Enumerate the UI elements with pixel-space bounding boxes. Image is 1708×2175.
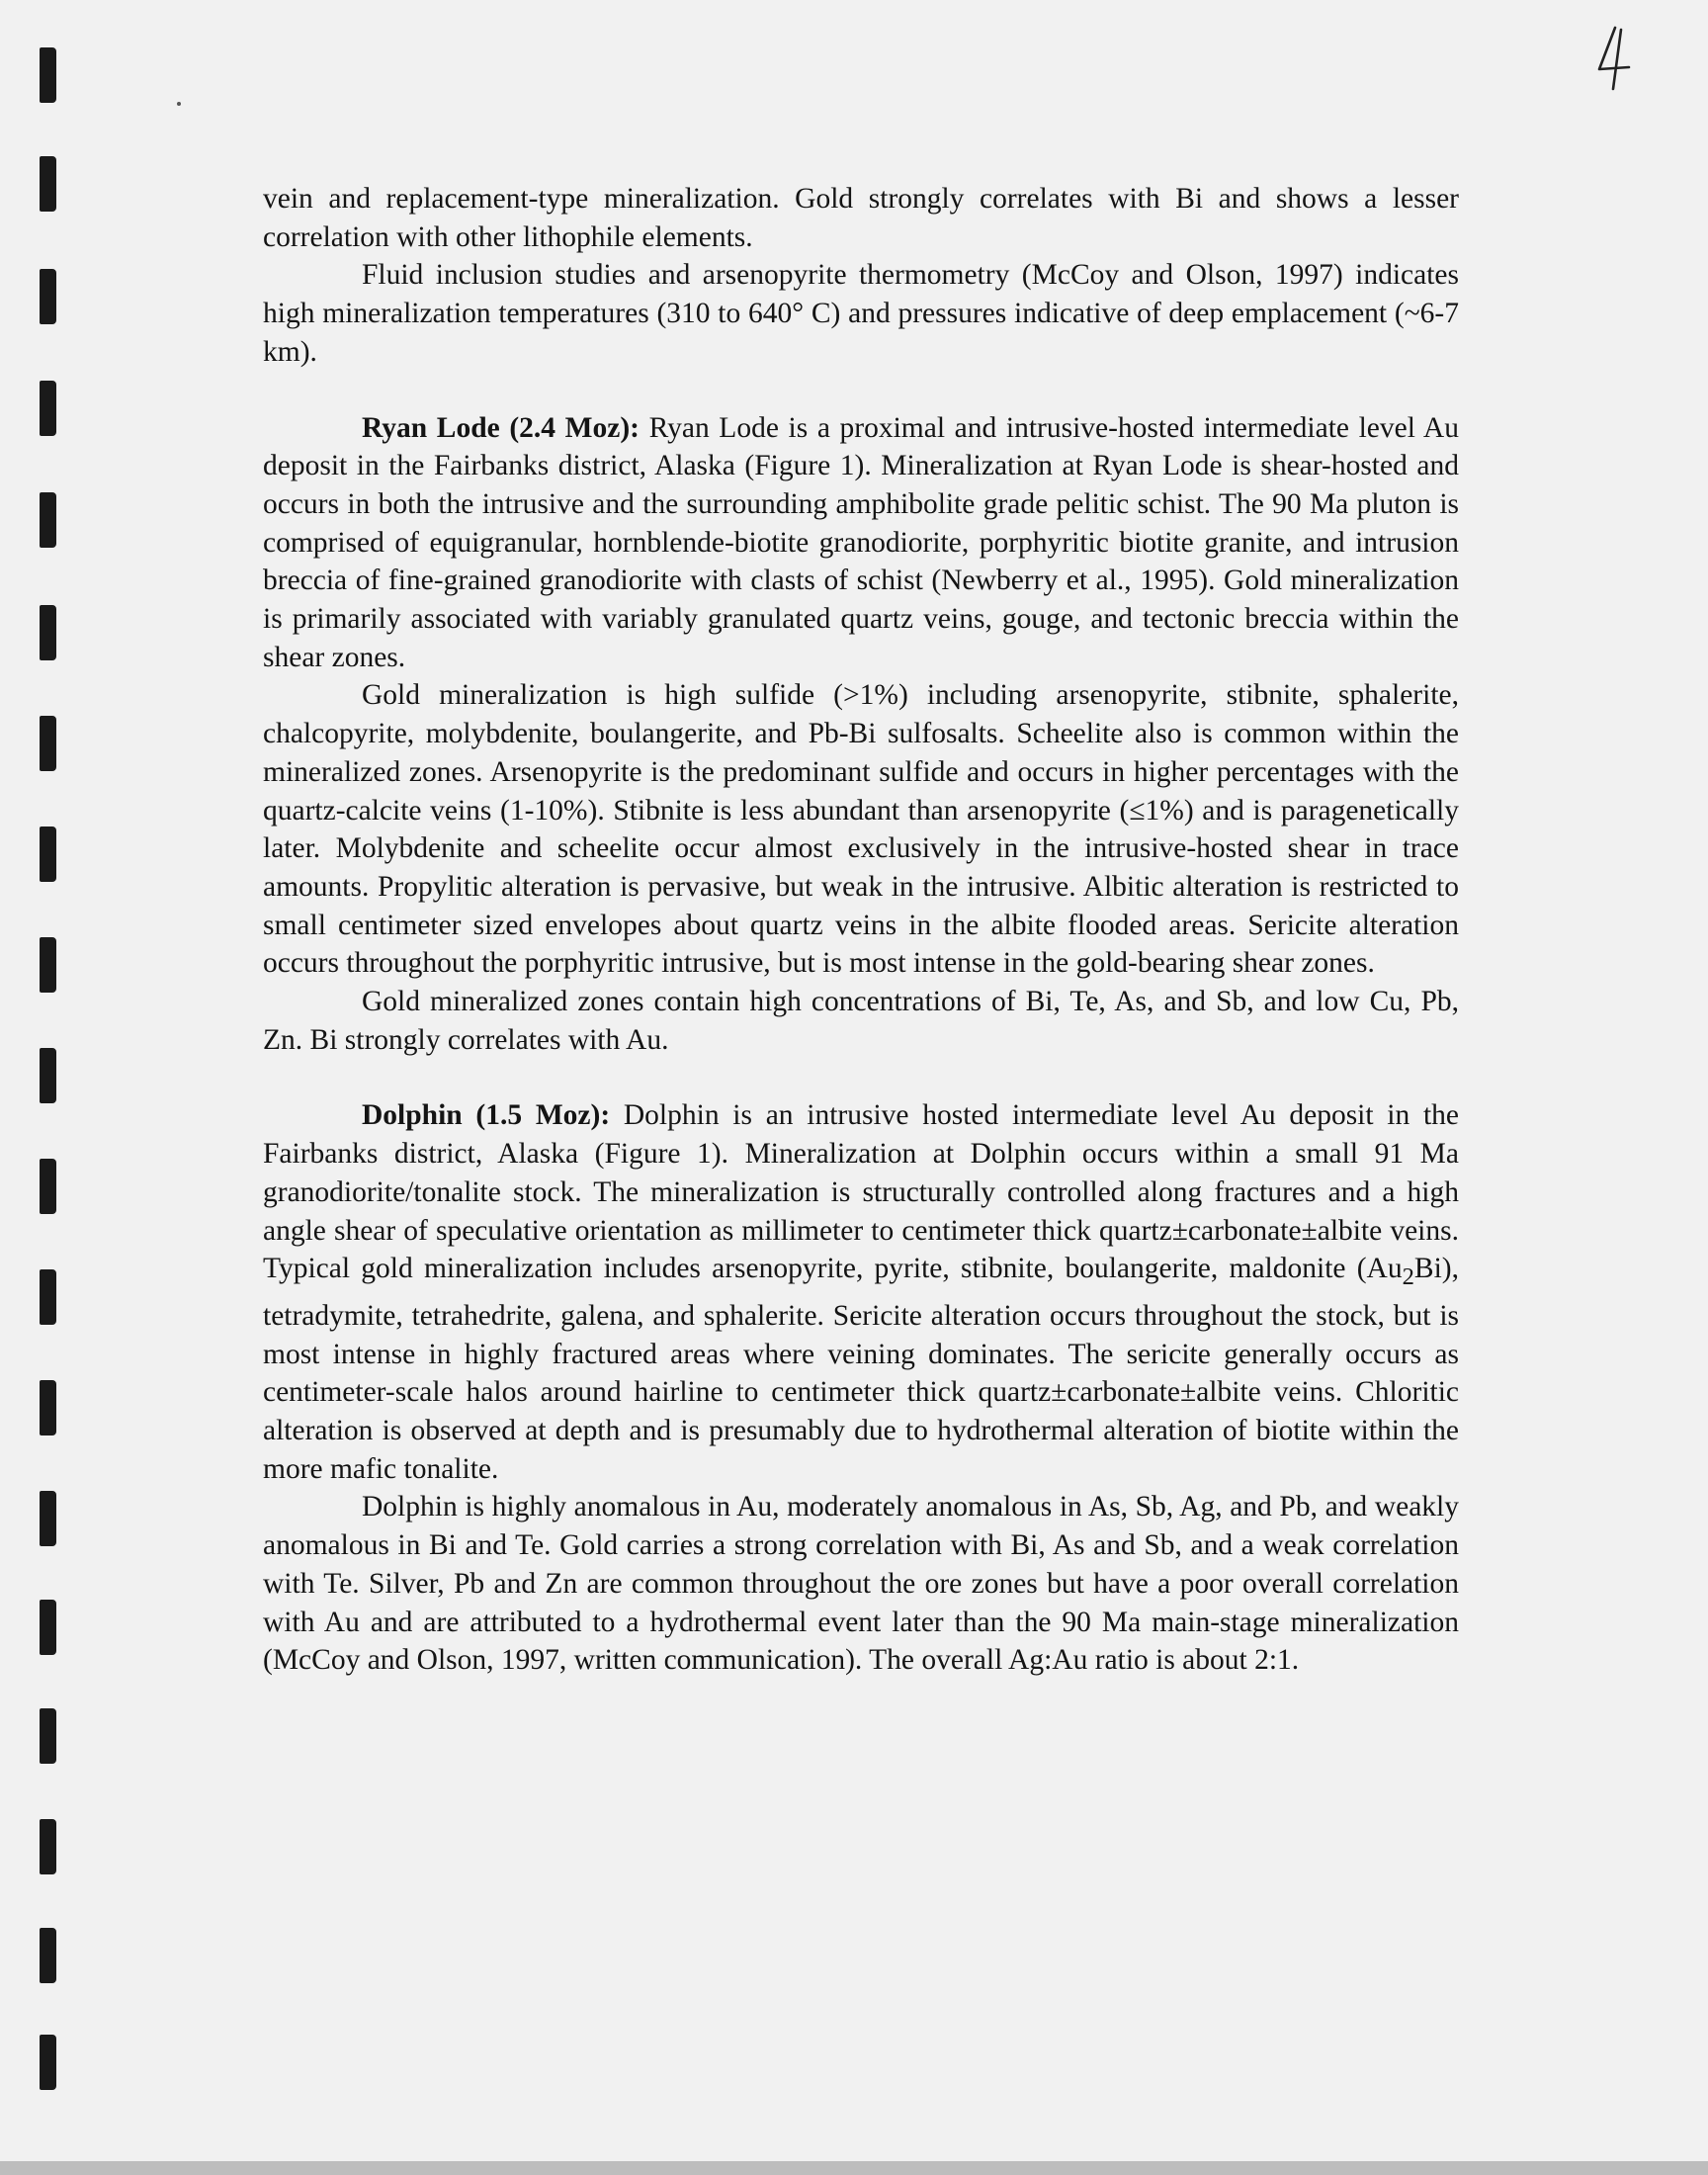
dolphin-text-a: Dolphin is an intrusive hosted intermediate level Au deposit in the Fairbanks district, Alaska (Figure 1). Mineralization at Dolphin occurs within a small 91 Ma granodiorite/tonalite stock. The mineralization is structurally controlled along fractures and a high angle shear of speculative orientation as millimeter to centimeter thick quartz±carbonate±albite veins. Typical gold mineralization includes arsenopyrite, pyrite, stibnite, boulangerite, maldonite (Au bbox=[263, 1099, 1459, 1285]
binder-hole bbox=[40, 1269, 56, 1325]
document-body bbox=[263, 180, 1459, 1680]
paragraph-ryan-sulfide: Gold mineralization is high sulfide (>1%) including arsenopyrite, stibnite, sphalerite, chalcopyrite, molybdenite, boulangerite, and Pb-Bi sulfosalts. Scheelite also is common within the mineralized zones. Arsenopyrite is the predominant sulfide and occurs in higher percentages with the quartz-calcite veins (1-10%). Stibnite is less abundant than arsenopyrite (≤1%) and is paragenetically later. Molybdenite and scheelite occur almost exclusively in the intrusive-hosted shear in trace amounts. Propylitic alteration is pervasive, but weak in the intrusive. Albitic alteration is restricted to small centimeter sized envelopes about quartz veins in the albite flooded areas. Sericite alteration occurs throughout the porphyritic intrusive, but is most intense in the gold-bearing shear zones. bbox=[263, 679, 1459, 980]
paragraph-dolphin-geochem: Dolphin is highly anomalous in Au, moderately anomalous in As, Sb, Ag, and Pb, and weakly anomalous in Bi and Te. Gold carries a strong correlation with Bi, As and Sb, and a weak correlation with Te. Silver, Pb and Zn are common throughout the ore zones but have a poor overall correlation with Au and are attributed to a hydrothermal event later than the 90 Ma main-stage mineralization (McCoy and Olson, 1997, written communication). The overall Ag:Au ratio is about 2:1. bbox=[263, 1491, 1459, 1677]
binder-hole bbox=[40, 826, 56, 882]
binder-hole bbox=[40, 605, 56, 660]
binder-hole bbox=[40, 1048, 56, 1103]
paragraph-ryan-geochem: Gold mineralized zones contain high concentrations of Bi, Te, As, and Sb, and low Cu, Pb, Zn. Bi strongly correlates with Au. bbox=[263, 986, 1459, 1056]
ryan-lode-text: Ryan Lode is a proximal and intrusive-hosted intermediate level Au deposit in the Fairbanks district, Alaska (Figure 1). Mineralization at Ryan Lode is shear-hosted and occurs in both the intrusive and the surrounding amphibolite grade pelitic schist. The 90 Ma pluton is comprised of equigranular, hornblende-biotite granodiorite, porphyritic biotite granite, and intrusion breccia of fine-grained granodiorite with clasts of schist (Newberry et al., 1995). Gold mineralization is primarily associated with variably granulated quartz veins, gouge, and tectonic breccia within the shear zones. bbox=[263, 411, 1459, 673]
binder-hole bbox=[40, 381, 56, 436]
binder-hole bbox=[40, 1708, 56, 1764]
binder-hole bbox=[40, 47, 56, 103]
paragraph-vein-replacement: vein and replacement-type mineralization. Gold strongly correlates with Bi and shows a lesser correlation with other lithophile elements. bbox=[263, 183, 1459, 253]
subscript: 2 bbox=[1402, 1263, 1414, 1291]
binder-hole bbox=[40, 2035, 56, 2090]
dolphin-text-b: Bi), tetradymite, tetrahedrite, galena, and sphalerite. Sericite alteration occurs throughout the stock, but is most intense in highly fractured areas where veining dominates. The sericite generally occurs as centimeter-scale halos around hairline to centimeter thick quartz±carbonate±albite veins. Chloritic alteration is observed at depth and is presumably due to hydrothermal alteration of biotite within the more mafic tonalite. bbox=[263, 1253, 1459, 1485]
binder-hole bbox=[40, 716, 56, 771]
scan-speck bbox=[177, 102, 181, 106]
binder-hole bbox=[40, 1159, 56, 1214]
binder-hole bbox=[40, 1928, 56, 1983]
binder-hole bbox=[40, 937, 56, 993]
paragraph-dolphin bbox=[263, 1096, 1459, 1488]
section-heading-dolphin: Dolphin (1.5 Moz): bbox=[362, 1099, 611, 1132]
page-bottom-edge bbox=[0, 2161, 1708, 2175]
section-heading-ryan-lode: Ryan Lode (2.4 Moz): bbox=[362, 411, 640, 444]
binder-hole bbox=[40, 1819, 56, 1874]
paragraph-ryan-lode bbox=[263, 409, 1459, 677]
binder-hole bbox=[40, 1491, 56, 1546]
binder-hole bbox=[40, 269, 56, 324]
handwritten-page-number bbox=[1585, 22, 1645, 101]
binder-hole bbox=[40, 1600, 56, 1655]
binder-hole bbox=[40, 156, 56, 212]
binder-hole bbox=[40, 492, 56, 548]
binder-hole bbox=[40, 1380, 56, 1436]
paragraph-fluid-inclusion: Fluid inclusion studies and arsenopyrite thermometry (McCoy and Olson, 1997) indicates high mineralization temperatures (310 to 640° C) and pressures indicative of deep emplacement (~6-7 km). bbox=[263, 259, 1459, 368]
